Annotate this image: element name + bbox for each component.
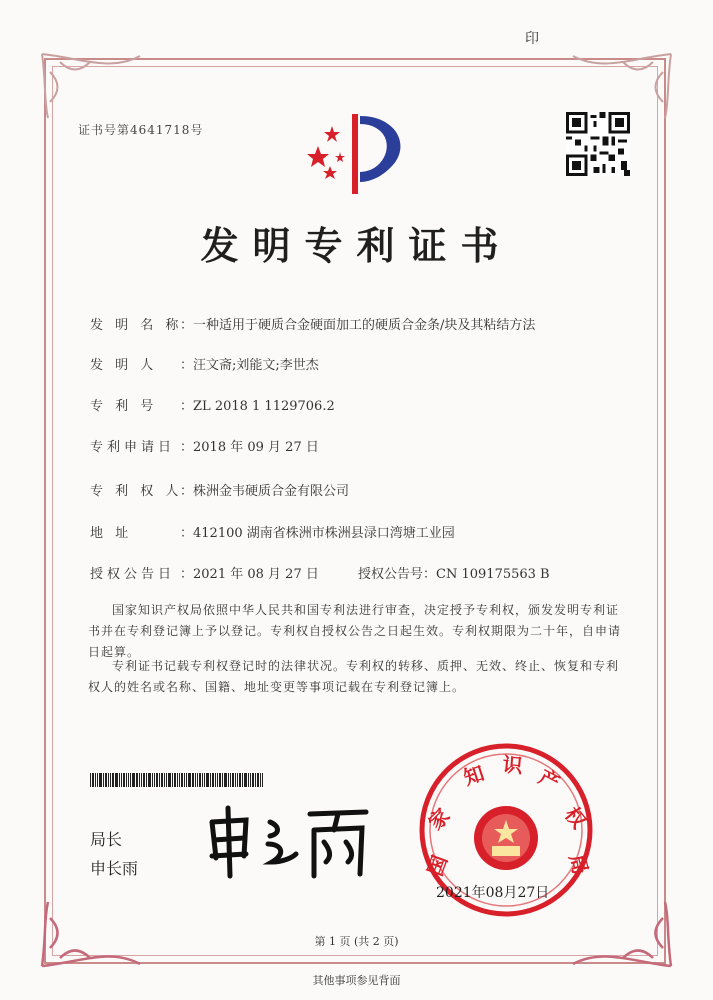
barcode-icon xyxy=(90,773,265,787)
svg-text:识: 识 xyxy=(501,752,524,778)
grant-date-label: 授权公告日 xyxy=(90,567,176,582)
handwritten-signature xyxy=(206,800,376,880)
svg-text:权: 权 xyxy=(559,802,592,833)
svg-text:局: 局 xyxy=(564,851,593,877)
address-row: 地 址 ：412100 湖南省株洲市株洲县渌口湾塘工业园 xyxy=(90,522,455,541)
grant-statement-paragraph: 国家知识产权局依照中华人民共和国专利法进行审查，决定授予专利权，颁发发明专利证书并在专利登记簿上予以登记。专利权自授权公告之日起生效。专利权期限为二十年，自申请日起算。 xyxy=(88,603,622,659)
legal-status-paragraph: 专利证书记载专利权登记时的法律状况。专利权的转移、质押、无效、终止、恢复和专利权人的姓名或名称、国籍、地址变更等事项记载在专利登记簿上。 xyxy=(88,659,620,694)
svg-text:家: 家 xyxy=(423,803,455,835)
filing-date-label: 专利申请日 xyxy=(90,440,176,455)
corner-ornament-top-left xyxy=(40,52,150,122)
page-number: 第 1 页 (共 2 页) xyxy=(314,935,399,948)
footer-note: 其他事项参见背面 xyxy=(312,974,401,987)
inventor-label: 发 明 人 xyxy=(90,358,158,373)
patentee-row: 专 利 权 人：株洲金韦硬质合金有限公司 xyxy=(90,480,349,499)
grant-date-row: 授权公告日 ：2021 年 08 月 27 日 xyxy=(90,563,319,582)
filing-date-value: 2018 年 09 月 27 日 xyxy=(193,440,319,455)
grant-number-label: 授权公告号 xyxy=(358,567,424,582)
invention-name-label: 发 明 名 称 xyxy=(90,318,183,333)
certificate-number: 证书号第4641718号 xyxy=(78,123,204,137)
patentee-value: 株洲金韦硬质合金有限公司 xyxy=(193,484,350,499)
svg-text:知: 知 xyxy=(460,760,488,790)
grant-date-value: 2021 年 08 月 27 日 xyxy=(193,567,319,582)
signatory-name: 申长雨 xyxy=(90,859,139,878)
inventor-value: 汪文斋;刘能文;李世杰 xyxy=(193,358,319,373)
filing-date-row: 专利申请日 ：2018 年 09 月 27 日 xyxy=(90,436,319,455)
invention-name-value: 一种适用于硬质合金硬面加工的硬质合金条/块及其粘结方法 xyxy=(193,318,536,333)
grant-number-row: 授权公告号：CN 109175563 B xyxy=(358,567,550,582)
handwritten-mark: 印 xyxy=(525,31,539,47)
patentee-label: 专 利 权 人 xyxy=(90,484,183,499)
address-label: 地 址 xyxy=(90,526,133,541)
svg-text:产: 产 xyxy=(534,764,564,796)
inventor-row: 发 明 人 ：汪文斋;刘能文;李世杰 xyxy=(90,354,319,373)
qr-code-icon xyxy=(566,112,630,176)
invention-name-row: 发 明 名 称：一种适用于硬质合金硬面加工的硬质合金条/块及其粘结方法 xyxy=(90,314,535,333)
certificate-title: 发明专利证书 xyxy=(200,223,513,268)
svg-text:国: 国 xyxy=(422,852,453,880)
seal-date: 2021年08月27日 xyxy=(436,885,550,901)
address-value: 412100 湖南省株洲市株洲县渌口湾塘工业园 xyxy=(193,526,455,541)
patent-number-value: ZL 2018 1 1129706.2 xyxy=(193,399,335,414)
grant-number-value: CN 109175563 B xyxy=(436,567,550,582)
patent-number-label: 专 利 号 xyxy=(90,399,158,414)
signatory-title: 局长 xyxy=(90,830,123,849)
patent-number-row: 专 利 号 ：ZL 2018 1 1129706.2 xyxy=(90,395,335,414)
cnipa-logo-icon xyxy=(300,108,420,198)
